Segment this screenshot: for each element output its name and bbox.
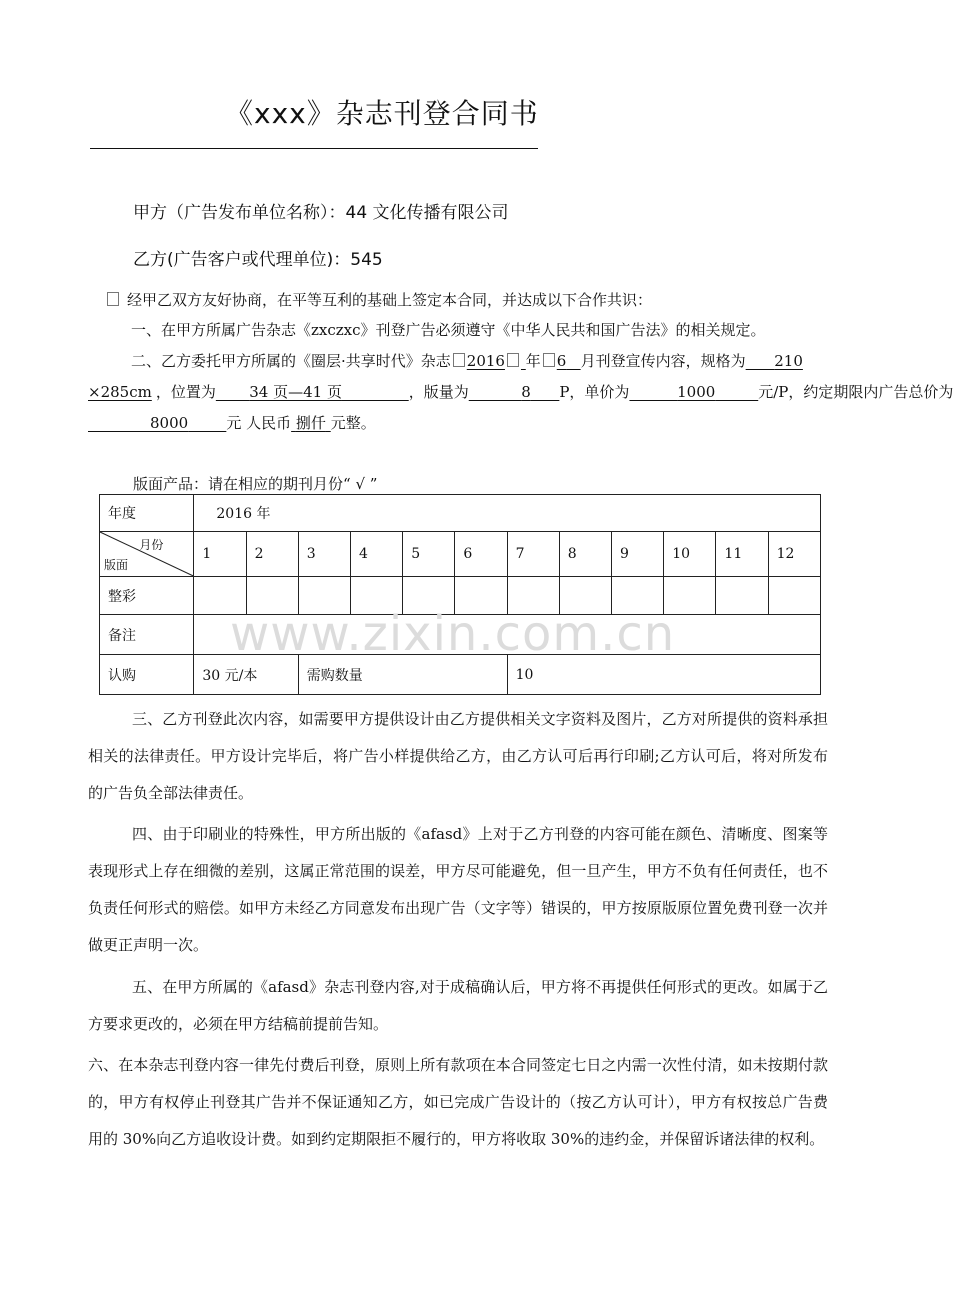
month-cell: 2: [246, 532, 298, 577]
subscribe-label: 认购: [100, 655, 194, 695]
layout-header: 版面: [104, 558, 129, 572]
size-field-b: ×285cm: [88, 383, 152, 401]
total-words-field: 捌仟: [295, 414, 326, 432]
checkbox-icon: [107, 292, 119, 306]
note-label: 备注: [100, 615, 194, 655]
month-cell: 12: [768, 532, 820, 577]
full-color-label: 整彩: [100, 577, 194, 615]
party-b: 乙方(广告客户或代理单位)：545: [133, 250, 383, 270]
month-cell: 10: [664, 532, 716, 577]
diagonal-header-cell: [100, 532, 194, 577]
year-row: [100, 495, 821, 532]
clause-1: 一、在甲方所属广告杂志《zxczxc》刊登广告必须遵守《中华人民共和国广告法》的相关规定。: [131, 321, 766, 339]
intro-paragraph: 经甲乙双方友好协商，在平等互利的基础上签定本合同，并达成以下合作共识：: [105, 289, 652, 310]
publication-table: [99, 494, 821, 695]
volume-field: 8: [521, 383, 531, 401]
month-cell: 11: [716, 532, 768, 577]
watermark-text: www.zixin.com.cn: [230, 606, 676, 662]
month-cell: 1: [194, 532, 246, 577]
month-field: 6: [541, 352, 581, 370]
clause-6: 六、在本杂志刊登内容一律先付费后刊登，原则上所有款项在本合同签定七日之内需一次性付清，如未按期付款的，甲方有权停止刊登其广告并不保证通知乙方，如已完成广告设计的（按乙方认可计），甲方有权按总广告费用的 30%向乙方追收设计费。如到约定期限拒不履行的，甲方将收取 30%的违约金，并保留诉诸法律的权利。: [88, 1056, 828, 1148]
title-underline: [90, 148, 538, 149]
clause-2-line-2: ×285cm ，位置为 34 页—41 页 ，版量为 8 P，单价为 1000 元/P，约定期限内广告总价为: [88, 383, 953, 401]
month-cell: 3: [298, 532, 350, 577]
month-header: 月份: [139, 538, 164, 552]
clause-3: 三、乙方刊登此次内容，如需要甲方提供设计由乙方提供相关文字资料及图片，乙方对所提供的资料承担相关的法律责任。甲方设计完毕后，将广告小样提供给乙方，由乙方认可后再行印刷;乙方认可后，将对所发布的广告负全部法律责任。: [88, 710, 828, 802]
contract-title: 《xxx》杂志刊登合同书: [225, 97, 539, 130]
month-header-row: [100, 532, 821, 577]
party-a: 甲方（广告发布单位名称）：44 文化传播有限公司: [133, 203, 509, 223]
checkbox-icon: [543, 353, 555, 367]
size-field-a: 210: [774, 352, 803, 370]
subscribe-price: 30 元/本: [194, 655, 298, 695]
checkbox-icon: [453, 353, 465, 367]
month-cell: 4: [350, 532, 402, 577]
year-value: 2016 年: [194, 495, 821, 532]
month-cell: 5: [403, 532, 455, 577]
quantity-value: 10: [507, 655, 820, 695]
month-cell: 7: [507, 532, 559, 577]
check-cell[interactable]: [768, 577, 820, 615]
quantity-label: 需购数量: [298, 655, 507, 695]
total-price-field: 8000: [150, 414, 189, 432]
position-field: 34 页—41 页: [249, 383, 342, 401]
month-cell: 8: [559, 532, 611, 577]
table-caption: 版面产品：请在相应的期刊月份“ √ ”: [133, 475, 378, 493]
month-cell: 9: [612, 532, 664, 577]
year-label: 年度: [100, 495, 194, 532]
clause-2-line-1: 二、乙方委托甲方所属的《圈层·共享时代》杂志 2016 年 6 月刊登宣传内容，规格为 210: [131, 352, 803, 370]
month-cell: 6: [455, 532, 507, 577]
year-field: 2016: [451, 352, 526, 370]
check-cell[interactable]: [716, 577, 768, 615]
checkbox-icon: [507, 353, 519, 367]
unit-price-field: 1000: [677, 383, 716, 401]
clause-2-line-3: 8000 元 人民币 捌仟 元整。: [88, 412, 376, 433]
clause-4: 四、由于印刷业的特殊性，甲方所出版的《afasd》上对于乙方刊登的内容可能在颜色、清晰度、图案等表现形式上存在细微的差别，这属正常范围的误差，甲方尽可能避免，但一旦产生，甲方不负有任何责任，也不负责任何形式的赔偿。如甲方未经乙方同意发布出现广告（文字等）错误的，甲方按原版原位置免费刊登一次并做更正声明一次。: [88, 825, 828, 954]
clause-5: 五、在甲方所属的《afasd》杂志刊登内容,对于成稿确认后，甲方将不再提供任何形式的更改。如属于乙方要求更改的，必须在甲方结稿前提前告知。: [88, 978, 828, 1033]
